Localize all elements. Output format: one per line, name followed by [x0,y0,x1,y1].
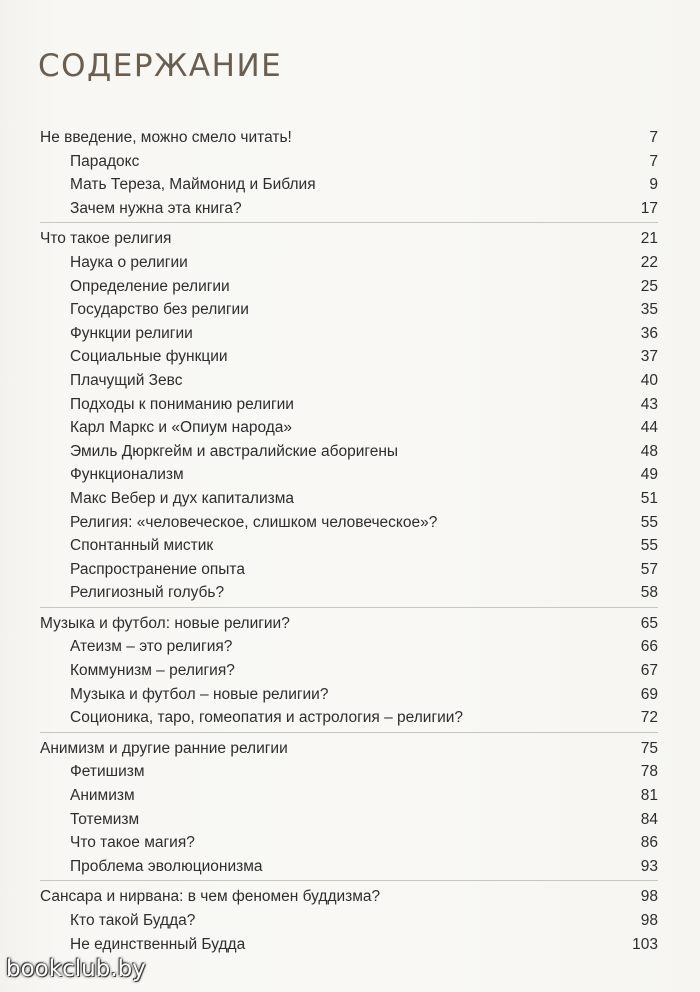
toc-subentry-page-number: 36 [640,324,658,342]
toc-subentry-title: Тотемизм [70,810,140,828]
toc-subentry [40,558,658,582]
toc-subentry [40,534,658,558]
toc-subentry [40,440,658,464]
section-divider [40,222,658,223]
toc-section [40,222,658,605]
toc-subentry-title: Что такое магия? [70,834,195,852]
toc-subentry-title: Функции религии [70,324,193,342]
toc-subentry-page-number: 49 [640,466,658,484]
section-divider [40,732,658,733]
toc-section [40,126,658,220]
toc-subentry [40,659,658,683]
toc-subentry-title: Карл Маркс и «Опиум народа» [70,419,293,437]
page-title: СОДЕРЖАНИЕ [38,48,283,84]
toc-subentry-title: Распространение опыта [70,560,245,578]
toc-subentry [40,933,658,957]
toc-chapter-entry-page-number: 98 [640,888,658,906]
toc-subentry-page-number: 69 [640,685,658,703]
toc-subentry [40,683,658,707]
toc-subentry-title: Наука о религии [70,253,188,271]
toc-subentry-page-number: 37 [640,348,658,366]
toc-subentry-page-number: 40 [640,371,658,389]
toc-chapter-entry-title: Сансара и нирвана: в чем феномен буддизма? [40,888,381,906]
toc-subentry [40,416,658,440]
toc-chapter-entry-title: Музыка и футбол: новые религии? [40,614,290,632]
section-divider [40,607,658,608]
section-divider [40,880,658,881]
toc-subentry-page-number: 98 [640,912,658,929]
toc-subentry [40,760,658,784]
toc-subentry-page-number: 57 [640,560,658,578]
toc-chapter-entry-page-number: 65 [640,614,658,632]
toc-subentry-title: Функционализм [70,466,184,484]
watermark: bookclub.by [6,956,146,982]
toc-subentry-title: Соционика, таро, гомеопатия и астрология – религии? [70,709,464,727]
toc-subentry [40,511,658,535]
toc-subentry [40,635,658,659]
toc-subentry [40,275,658,299]
toc-subentry-title: Коммунизм – религия? [70,662,235,680]
toc-section [40,880,658,956]
toc-subentry-title: Спонтанный мистик [70,537,214,555]
toc-subentry-page-number: 44 [640,419,658,437]
toc-subentry-title: Определение религии [70,277,230,295]
toc-chapter-entry [40,737,658,761]
toc-subentry-title: Парадокс [70,152,140,170]
toc-subentry-page-number: 48 [640,442,658,460]
toc-subentry-page-number: 93 [640,857,658,875]
toc-section [40,607,658,730]
toc-chapter-entry-title: Не введение, можно смело читать! [40,129,292,146]
toc-subentry-title: Музыка и футбол – новые религии? [70,685,329,703]
toc-chapter-entry-title: Что такое религия [40,230,172,248]
toc-subentry [40,909,658,933]
toc-chapter-entry-page-number: 75 [640,739,658,757]
toc-chapter-entry-title: Анимизм и другие ранние религии [40,739,288,757]
toc-subentry-title: Государство без религии [70,301,249,319]
toc-subentry-title: Социальные функции [70,348,228,366]
toc-subentry [40,369,658,393]
toc-subentry [40,345,658,369]
toc-chapter-entry [40,227,658,251]
toc-chapter-entry [40,885,658,909]
toc-subentry-title: Эмиль Дюркгейм и австралийские аборигены [70,442,399,460]
toc-subentry-page-number: 67 [640,662,658,680]
toc-subentry-title: Проблема эволюционизма [70,857,263,875]
toc-subentry-page-number: 7 [649,152,658,170]
toc-subentry-page-number: 84 [640,810,658,828]
toc-section [40,732,658,879]
toc-subentry-page-number: 25 [640,277,658,295]
toc-subentry-page-number: 9 [649,176,658,194]
toc-subentry-title: Мать Тереза, Маймонид и Библия [70,176,316,194]
toc-subentry-page-number: 72 [640,709,658,727]
toc-subentry [40,150,658,174]
toc-subentry-page-number: 22 [640,253,658,271]
toc-subentry [40,463,658,487]
toc-chapter-entry-page-number: 7 [649,129,658,146]
toc-subentry-title: Фетишизм [70,763,145,781]
toc-subentry [40,197,658,221]
toc-subentry [40,322,658,346]
toc-subentry-title: Плачущий Зевс [70,371,183,389]
toc-subentry-page-number: 66 [640,638,658,656]
toc-subentry-page-number: 103 [632,935,658,953]
toc-chapter-entry [40,612,658,636]
toc-subentry [40,298,658,322]
toc-subentry [40,487,658,511]
toc-subentry [40,173,658,197]
toc-subentry-page-number: 58 [640,584,658,602]
toc-subentry [40,855,658,879]
toc-subentry-title: Анимизм [70,787,135,805]
toc-subentry-page-number: 17 [640,199,658,217]
toc-subentry-title: Не единственный Будда [70,935,246,953]
toc-subentry-title: Зачем нужна эта книга? [70,199,242,217]
toc-subentry-page-number: 43 [640,395,658,413]
toc-subentry-page-number: 55 [640,537,658,555]
toc-subentry-page-number: 51 [640,489,658,507]
toc-subentry [40,784,658,808]
table-of-contents [40,126,658,956]
toc-subentry-title: Атеизм – это религия? [70,638,233,656]
toc-subentry [40,706,658,730]
toc-subentry-title: Религия: «человеческое, слишком человеческое»? [70,513,438,531]
toc-subentry-title: Кто такой Будда? [70,912,196,929]
toc-subentry-title: Подходы к пониманию религии [70,395,294,413]
toc-chapter-entry-page-number: 21 [640,230,658,248]
toc-subentry-page-number: 78 [640,763,658,781]
toc-subentry-page-number: 55 [640,513,658,531]
toc-subentry [40,251,658,275]
toc-subentry [40,831,658,855]
toc-subentry-title: Макс Вебер и дух капитализма [70,489,294,507]
toc-subentry [40,808,658,832]
toc-chapter-entry [40,126,658,150]
toc-subentry-page-number: 35 [640,301,658,319]
toc-subentry [40,581,658,605]
toc-subentry-title: Религиозный голубь? [70,584,225,602]
toc-subentry [40,393,658,417]
toc-subentry-page-number: 86 [640,834,658,852]
toc-subentry-page-number: 81 [640,787,658,805]
